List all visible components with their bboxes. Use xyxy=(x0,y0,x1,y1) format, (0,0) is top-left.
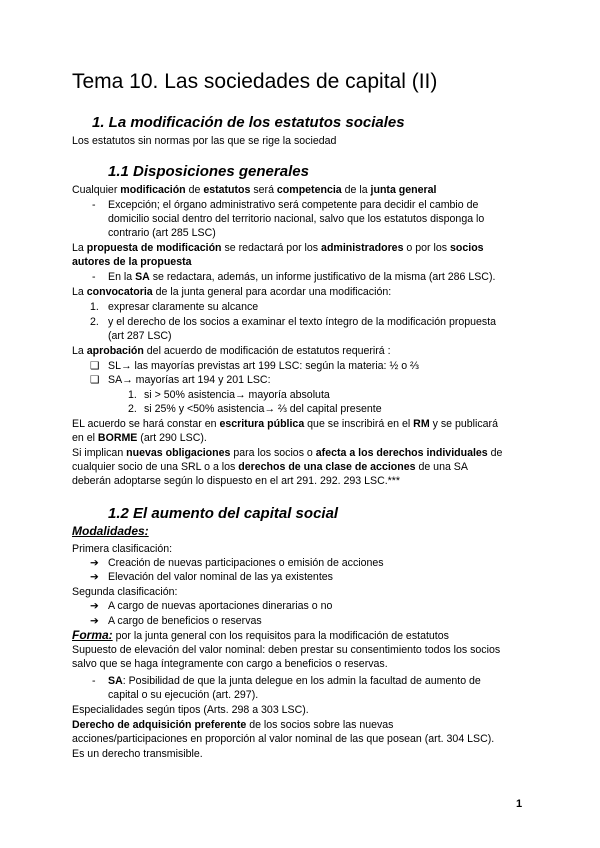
list-item: expresar claramente su alcance xyxy=(108,301,259,313)
checkbox-bullet-icon: ❑ xyxy=(90,360,100,372)
list-item: En la SA se redactara, además, un informe justificativo de la misma (art 286 LSC). xyxy=(108,271,496,283)
paragraph-convocatoria: La convocatoria de la junta general para acordar una modificación: xyxy=(72,286,392,298)
paragraph-competencia: Cualquier modificación de estatutos será competencia de la junta general xyxy=(72,184,437,196)
list-item: capital o su ejecución (art. 297). xyxy=(108,689,259,701)
checkbox-bullet-icon: ❑ xyxy=(90,374,100,386)
list-item: Excepción; el órgano administrativo será competente para decidir el cambio de xyxy=(108,199,479,211)
arrow-bullet-icon: ➔ xyxy=(90,600,99,612)
paragraph-obligaciones: Si implican nuevas obligaciones para los socios o afecta a los derechos individuales de xyxy=(72,447,503,459)
list-item: SA: Posibilidad de que la junta delegue en los admin la facultad de aumento de xyxy=(108,675,481,687)
paragraph-derecho-cont: acciones/participaciones en proporción al valor nominal de las que posean (art. 304 LSC). xyxy=(72,733,495,745)
dash-bullet: - xyxy=(92,675,96,687)
list-item: SL→ las mayorías previstas art 199 LSC: según la materia: ½ o ⅔ xyxy=(108,360,419,372)
list-item: A cargo de nuevas aportaciones dinerarias o no xyxy=(108,600,333,612)
page-title: Tema 10. Las sociedades de capital (II) xyxy=(72,70,438,93)
paragraph-escritura-cont: en el BORME (art 290 LSC). xyxy=(72,432,207,444)
list-item: contrario (art 285 LSC) xyxy=(108,227,216,239)
list-number: 1. xyxy=(128,389,137,401)
arrow-bullet-icon: ➔ xyxy=(90,571,99,583)
list-number: 2. xyxy=(90,316,99,328)
list-number: 2. xyxy=(128,403,137,415)
list-item: SA→ mayorías art 194 y 201 LSC: xyxy=(108,374,271,386)
list-item: si 25% y <50% asistencia→ ⅔ del capital presente xyxy=(144,403,382,415)
list-item: Elevación del valor nominal de las ya existentes xyxy=(108,571,333,583)
paragraph-supuesto-cont: salvo que se haga íntegramente con cargo a beneficios o reservas. xyxy=(72,658,388,670)
arrow-bullet-icon: ➔ xyxy=(90,557,99,569)
primera-clasificacion: Primera clasificación: xyxy=(72,543,173,555)
section-heading-1-2: 1.2 El aumento del capital social xyxy=(108,505,339,522)
paragraph-propuesta: La propuesta de modificación se redactará por los administradores o por los socios xyxy=(72,242,484,254)
paragraph-supuesto: Supuesto de elevación del valor nominal: deben prestar su consentimiento todos los socios xyxy=(72,644,501,656)
list-number: 1. xyxy=(90,301,99,313)
modalidades-label: Modalidades: xyxy=(72,524,149,538)
arrow-bullet-icon: ➔ xyxy=(90,615,99,627)
paragraph-derecho: Derecho de adquisición preferente de los socios sobre las nuevas xyxy=(72,719,394,731)
list-item: y el derecho de los socios a examinar el texto íntegro de la modificación propuesta xyxy=(108,316,497,328)
paragraph-escritura: EL acuerdo se hará constar en escritura pública que se inscribirá en el RM y se publicará xyxy=(72,418,498,430)
paragraph-especialidades: Especialidades según tipos (Arts. 298 a 303 LSC). xyxy=(72,704,309,716)
section-heading-1-1: 1.1 Disposiciones generales xyxy=(108,163,309,180)
list-item: si > 50% asistencia→ mayoría absoluta xyxy=(144,389,330,401)
paragraph-forma: Forma: por la junta general con los requisitos para la modificación de estatutos xyxy=(72,628,449,642)
section-1-intro: Los estatutos sin normas por las que se rige la sociedad xyxy=(72,135,337,147)
paragraph-obligaciones-cont: cualquier socio de una SRL o a los derechos de una clase de acciones de una SA xyxy=(72,461,468,473)
paragraph-derecho-cont2: Es un derecho transmisible. xyxy=(72,748,203,760)
list-item: A cargo de beneficios o reservas xyxy=(108,615,262,627)
dash-bullet: - xyxy=(92,271,96,283)
paragraph-obligaciones-cont2: deberán adoptarse según lo dispuesto en el art 291. 292. 293 LSC.*** xyxy=(72,475,401,487)
dash-bullet: - xyxy=(92,199,96,211)
page-number: 1 xyxy=(516,798,523,810)
segunda-clasificacion: Segunda clasificación: xyxy=(72,586,178,598)
paragraph-aprobacion: La aprobación del acuerdo de modificación de estatutos requerirá : xyxy=(72,345,391,357)
list-item: (art 287 LSC) xyxy=(108,330,172,342)
paragraph-propuesta-cont: autores de la propuesta xyxy=(72,256,192,268)
list-item: domicilio social dentro del territorio nacional, salvo que los estatutos disponga lo xyxy=(108,213,485,225)
section-heading-1: 1. La modificación de los estatutos sociales xyxy=(92,114,405,131)
list-item: Creación de nuevas participaciones o emisión de acciones xyxy=(108,557,384,569)
